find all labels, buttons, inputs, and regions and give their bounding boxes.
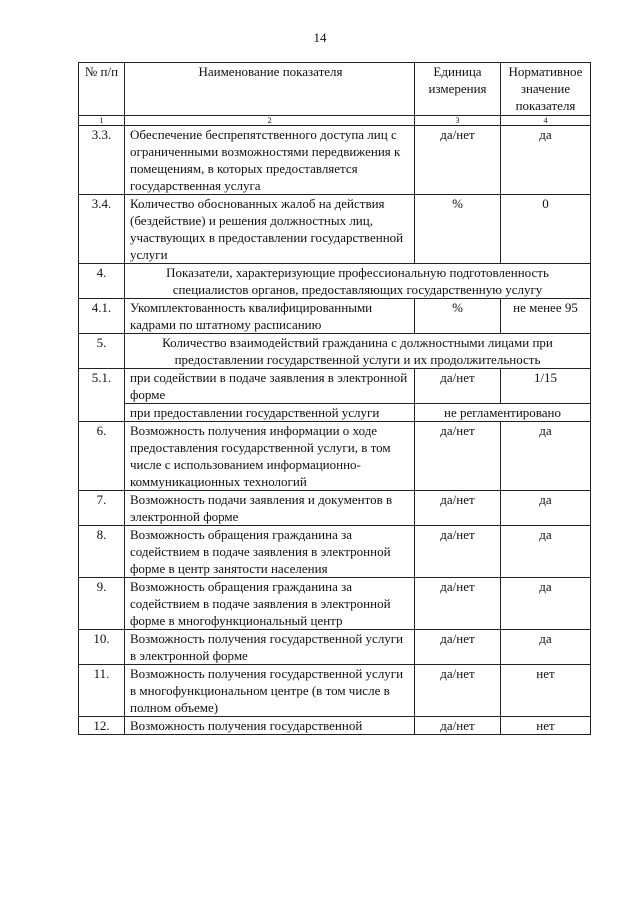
row-number: 4.1. (79, 299, 125, 334)
page-number: 14 (313, 30, 327, 45)
row-name: Возможность обращения гражданина за содействием в подаче заявления в электронной форме в многофункциональный центр (125, 578, 415, 630)
row-value: 1/15 (501, 369, 591, 404)
section-number: 5. (79, 334, 125, 369)
header-value: Нормативное значение показателя (501, 63, 591, 116)
row-number: 5.1. (79, 369, 125, 422)
section-row (79, 334, 591, 369)
row-name: при содействии в подаче заявления в электронной форме (125, 369, 415, 404)
section-title: Показатели, характеризующие профессиональную подготовленность специалистов органов, предоставляющих государственную услугу (125, 264, 591, 299)
table-row (79, 526, 591, 578)
table-row (79, 630, 591, 665)
row-number: 6. (79, 422, 125, 491)
row-merged-value: не регламентировано (415, 404, 591, 422)
table-header-row (79, 63, 591, 116)
row-unit: % (415, 299, 501, 334)
row-value: да (501, 526, 591, 578)
indicators-table (78, 62, 591, 735)
row-number: 7. (79, 491, 125, 526)
row-name: Возможность получения государственной услуги в многофункциональном центре (в том числе в полном объеме) (125, 665, 415, 717)
header-unit: Единица измерения (415, 63, 501, 116)
row-unit: да/нет (415, 630, 501, 665)
row-unit: % (415, 195, 501, 264)
header-name: Наименование показателя (125, 63, 415, 116)
row-unit: да/нет (415, 422, 501, 491)
row-name: Возможность получения информации о ходе предоставления государственной услуги, в том числе с использованием информационно-коммуникационных технологий (125, 422, 415, 491)
table-row (79, 126, 591, 195)
row-name: Возможность подачи заявления и документов в электронной форме (125, 491, 415, 526)
table-row (79, 717, 591, 735)
row-unit: да/нет (415, 369, 501, 404)
row-number: 3.4. (79, 195, 125, 264)
row-unit: да/нет (415, 578, 501, 630)
row-number: 11. (79, 665, 125, 717)
row-name: Возможность обращения гражданина за содействием в подаче заявления в электронной форме в центр занятости населения (125, 526, 415, 578)
row-unit: да/нет (415, 665, 501, 717)
row-value: нет (501, 665, 591, 717)
section-number: 4. (79, 264, 125, 299)
table-row (79, 578, 591, 630)
row-value: нет (501, 717, 591, 735)
row-number: 12. (79, 717, 125, 735)
row-name: Укомплектованность квалифицированными кадрами по штатному расписанию (125, 299, 415, 334)
row-unit: да/нет (415, 126, 501, 195)
row-unit: да/нет (415, 491, 501, 526)
row-value: 0 (501, 195, 591, 264)
row-value: да (501, 630, 591, 665)
table-row (79, 299, 591, 334)
row-unit: да/нет (415, 526, 501, 578)
row-unit: да/нет (415, 717, 501, 735)
row-number: 8. (79, 526, 125, 578)
column-number: 4 (501, 116, 591, 126)
column-numbers-row (79, 116, 591, 126)
section-title: Количество взаимодействий гражданина с должностными лицами при предоставлении государственной услуги и их продолжительность (125, 334, 591, 369)
table-row (79, 404, 591, 422)
row-number: 10. (79, 630, 125, 665)
row-value: да (501, 491, 591, 526)
column-number: 3 (415, 116, 501, 126)
table-row (79, 665, 591, 717)
row-name: Обеспечение беспрепятственного доступа лиц с ограниченными возможностями передвижения к помещениям, в которых предоставляется государственная услуга (125, 126, 415, 195)
table-row (79, 491, 591, 526)
row-name: при предоставлении государственной услуги (125, 404, 415, 422)
row-name: Количество обоснованных жалоб на действия (бездействие) и решения должностных лиц, участвующих в предоставлении государственной услуги (125, 195, 415, 264)
section-row (79, 264, 591, 299)
row-value: да (501, 578, 591, 630)
row-name: Возможность получения государственной услуги в электронной форме (125, 630, 415, 665)
row-number: 3.3. (79, 126, 125, 195)
header-number: № п/п (79, 63, 125, 116)
row-value: да (501, 422, 591, 491)
table-row (79, 195, 591, 264)
row-value: да (501, 126, 591, 195)
table-row (79, 369, 591, 404)
row-number: 9. (79, 578, 125, 630)
row-value: не менее 95 (501, 299, 591, 334)
table-row (79, 422, 591, 491)
column-number: 1 (79, 116, 125, 126)
row-name: Возможность получения государственной (125, 717, 415, 735)
column-number: 2 (125, 116, 415, 126)
